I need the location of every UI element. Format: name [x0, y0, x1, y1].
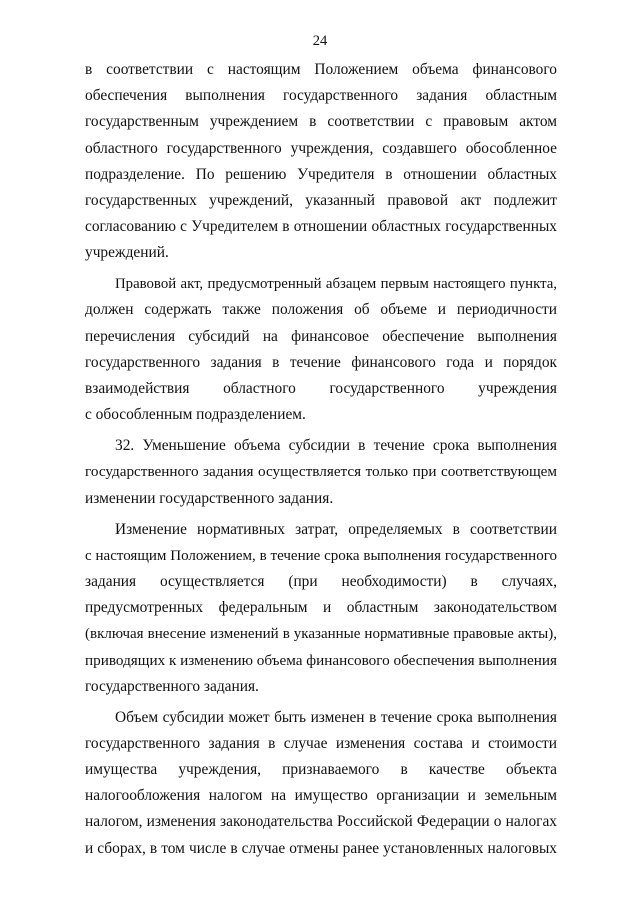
text-line: государственным учреждением в соответствии с правовым актом — [85, 113, 557, 131]
text-line: с настоящим Положением, в течение срока выполнения государственного — [85, 547, 557, 564]
text-line: 32. Уменьшение объема субсидии в течение срока выполнения — [115, 437, 557, 455]
text-line: Объем субсидии может быть изменен в течение срока выполнения — [115, 708, 557, 726]
text-line: имущества учреждения, признаваемого в качестве объекта — [85, 761, 557, 779]
text-line: государственного задания в случае изменения состава и стоимости — [85, 734, 557, 752]
paragraph-5 — [85, 705, 557, 862]
text-line: (включая внесение изменений в указанные нормативные правовые акты), — [85, 626, 557, 643]
text-line: государственного задания в течение финансового года и порядок — [85, 353, 557, 371]
text-line: задания осуществляется (при необходимости) в случаях, — [85, 572, 557, 590]
text-line: подразделение. По решению Учредителя в отношении областных — [85, 165, 557, 183]
text-line: с обособленным подразделением. — [85, 406, 306, 424]
text-line: должен содержать также положения об объеме и периодичности — [85, 301, 557, 319]
text-line: обеспечения выполнения государственного задания областным — [85, 87, 557, 105]
page-number: 24 — [312, 33, 328, 49]
text-line: изменении государственного задания. — [85, 489, 334, 507]
document-body — [85, 57, 557, 862]
text-line: согласованию с Учредителем в отношении областных государственных — [85, 218, 557, 236]
text-line: в соответствии с настоящим Положением объема финансового — [85, 61, 557, 78]
text-line: государственного задания. — [85, 677, 259, 695]
text-line: Изменение нормативных затрат, определяемых в соответствии — [115, 520, 557, 538]
paragraph-1 — [85, 57, 557, 267]
text-line: государственных учреждений, указанный правовой акт подлежит — [85, 191, 557, 209]
text-line: областного государственного учреждения, создавшего обособленное — [85, 139, 557, 157]
text-line: и сборах, в том числе в случае отмены ранее установленных налоговых — [85, 839, 557, 857]
text-line: перечисления субсидий на финансовое обеспечение выполнения — [85, 327, 557, 345]
text-line: налогообложения налогом на имущество организации и земельным — [85, 787, 557, 805]
paragraph-3 — [85, 433, 557, 512]
text-line: налогом, изменения законодательства Российской Федерации о налогах — [85, 813, 557, 831]
text-line: государственного задания осуществляется только при соответствующем — [85, 463, 557, 481]
text-line: предусмотренных федеральным и областным законодательством — [85, 599, 557, 617]
text-line: взаимодействия областного государственного учреждения — [85, 380, 557, 398]
paragraph-2 — [85, 271, 557, 428]
text-line: приводящих к изменению объема финансового обеспечения выполнения — [85, 651, 557, 669]
text-line: Правовой акт, предусмотренный абзацем первым настоящего пункта, — [115, 276, 557, 293]
text-line: учреждений. — [85, 244, 169, 262]
paragraph-4 — [85, 517, 557, 700]
